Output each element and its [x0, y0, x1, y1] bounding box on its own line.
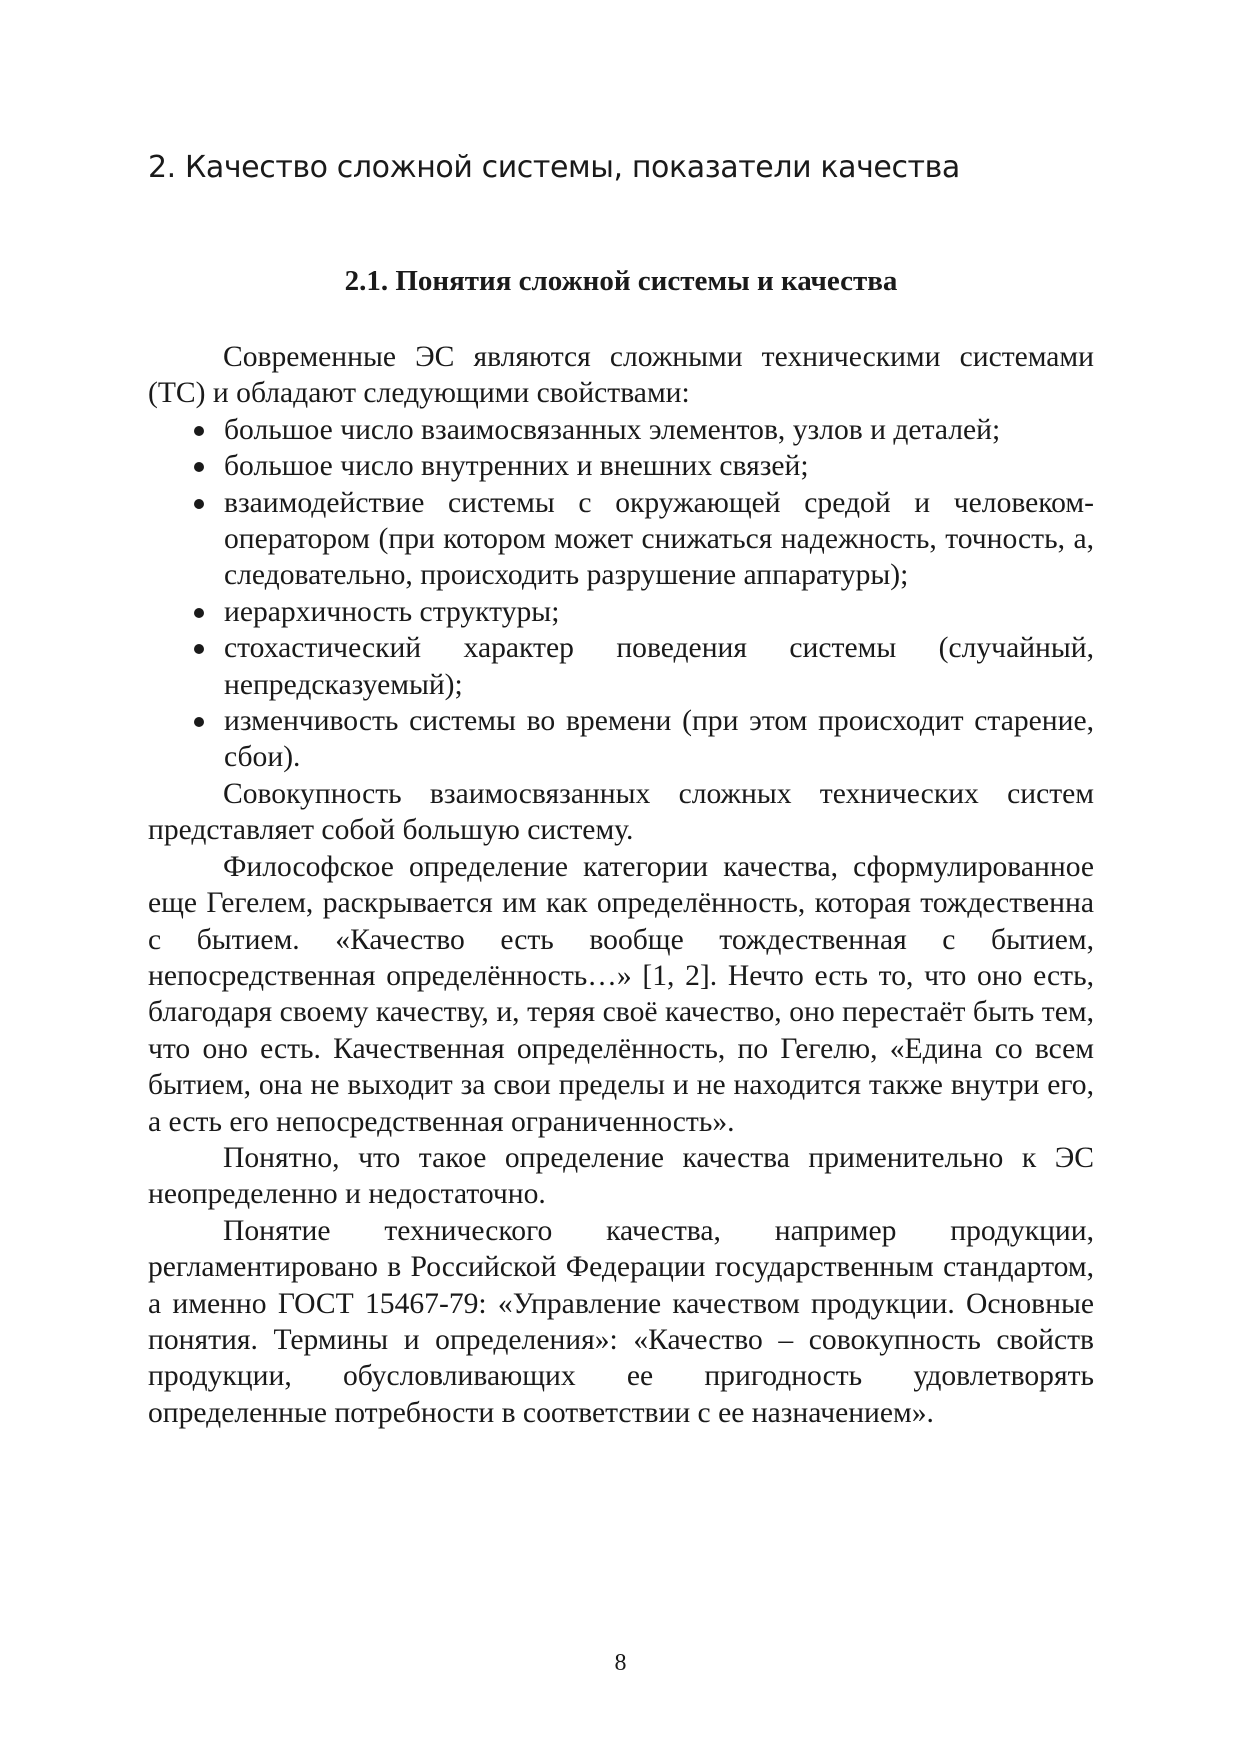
list-item-text: иерархичность структуры; — [224, 595, 560, 628]
section-title: 2.1. Понятия сложной системы и качества — [344, 265, 898, 297]
list-item-text: изменчивость системы во времени (при этом происходит старение, сбои). — [224, 705, 1094, 774]
paragraph-hegel: Философское определение категории качества, сформулированное еще Гегелем, раскрывается им как определённость, которая тождественна с бытием. «Качество есть вообще тождественная с бытием, непосредственная определённость…» [1, 2]. Нечто есть то, что оно есть, благодаря своему качеству, и, теряя своё качество, оно перестаёт быть тем, что оно есть. Качественная определённость, по Гегелю, «Едина со всем бытием, она не выходит за свои пределы и не находится также внутри его, а есть его непосредственная ограниченность». — [148, 850, 1094, 1138]
list-item-text: большое число внутренних и внешних связей; — [224, 450, 809, 483]
chapter-title: 2. Качество сложной системы, показатели качества — [148, 150, 960, 185]
paragraph-es-quality: Понятно, что такое определение качества применительно к ЭС неопределенно и недостаточно. — [148, 1141, 1094, 1211]
list-item — [148, 594, 1094, 630]
paragraph-big-system: Совокупность взаимосвязанных сложных технических систем представляет собой большую систему. — [148, 777, 1094, 847]
intro-paragraph: Современные ЭС являются сложными техническими системами (ТС) и обладают следующими свойствами: — [148, 341, 1094, 410]
properties-list — [148, 412, 1094, 776]
bullet-icon — [194, 608, 204, 618]
bullet-icon — [194, 644, 204, 654]
list-item — [148, 630, 1094, 703]
list-item-text: взаимодействие системы с окружающей средой и человеком-оператором (при котором может снижаться надежность, точность, а, следовательно, происходить разрушение аппаратуры); — [224, 486, 1094, 592]
list-item — [148, 412, 1094, 448]
bullet-icon — [194, 499, 204, 509]
paragraph-gost: Понятие технического качества, например продукции, регламентировано в Российской Федерации государственным стандартом, а именно ГОСТ 15467-79: «Управление качеством продукции. Основные понятия. Термины и определения»: «Качество – совокупность свойств продукции, обусловливающих ее пригодность удовлетворять определенные потребности в соответствии с ее назначением». — [148, 1214, 1094, 1429]
body-text — [148, 339, 1094, 1431]
list-item — [148, 448, 1094, 484]
bullet-icon — [194, 426, 204, 436]
bullet-icon — [194, 717, 204, 727]
bullet-icon — [194, 462, 204, 472]
list-item — [148, 703, 1094, 776]
page-number: 8 — [614, 1650, 627, 1676]
list-item — [148, 485, 1094, 594]
list-item-text: стохастический характер поведения системы (случайный, непредсказуемый); — [224, 632, 1094, 701]
list-item-text: большое число взаимосвязанных элементов, узлов и деталей; — [224, 413, 1001, 446]
